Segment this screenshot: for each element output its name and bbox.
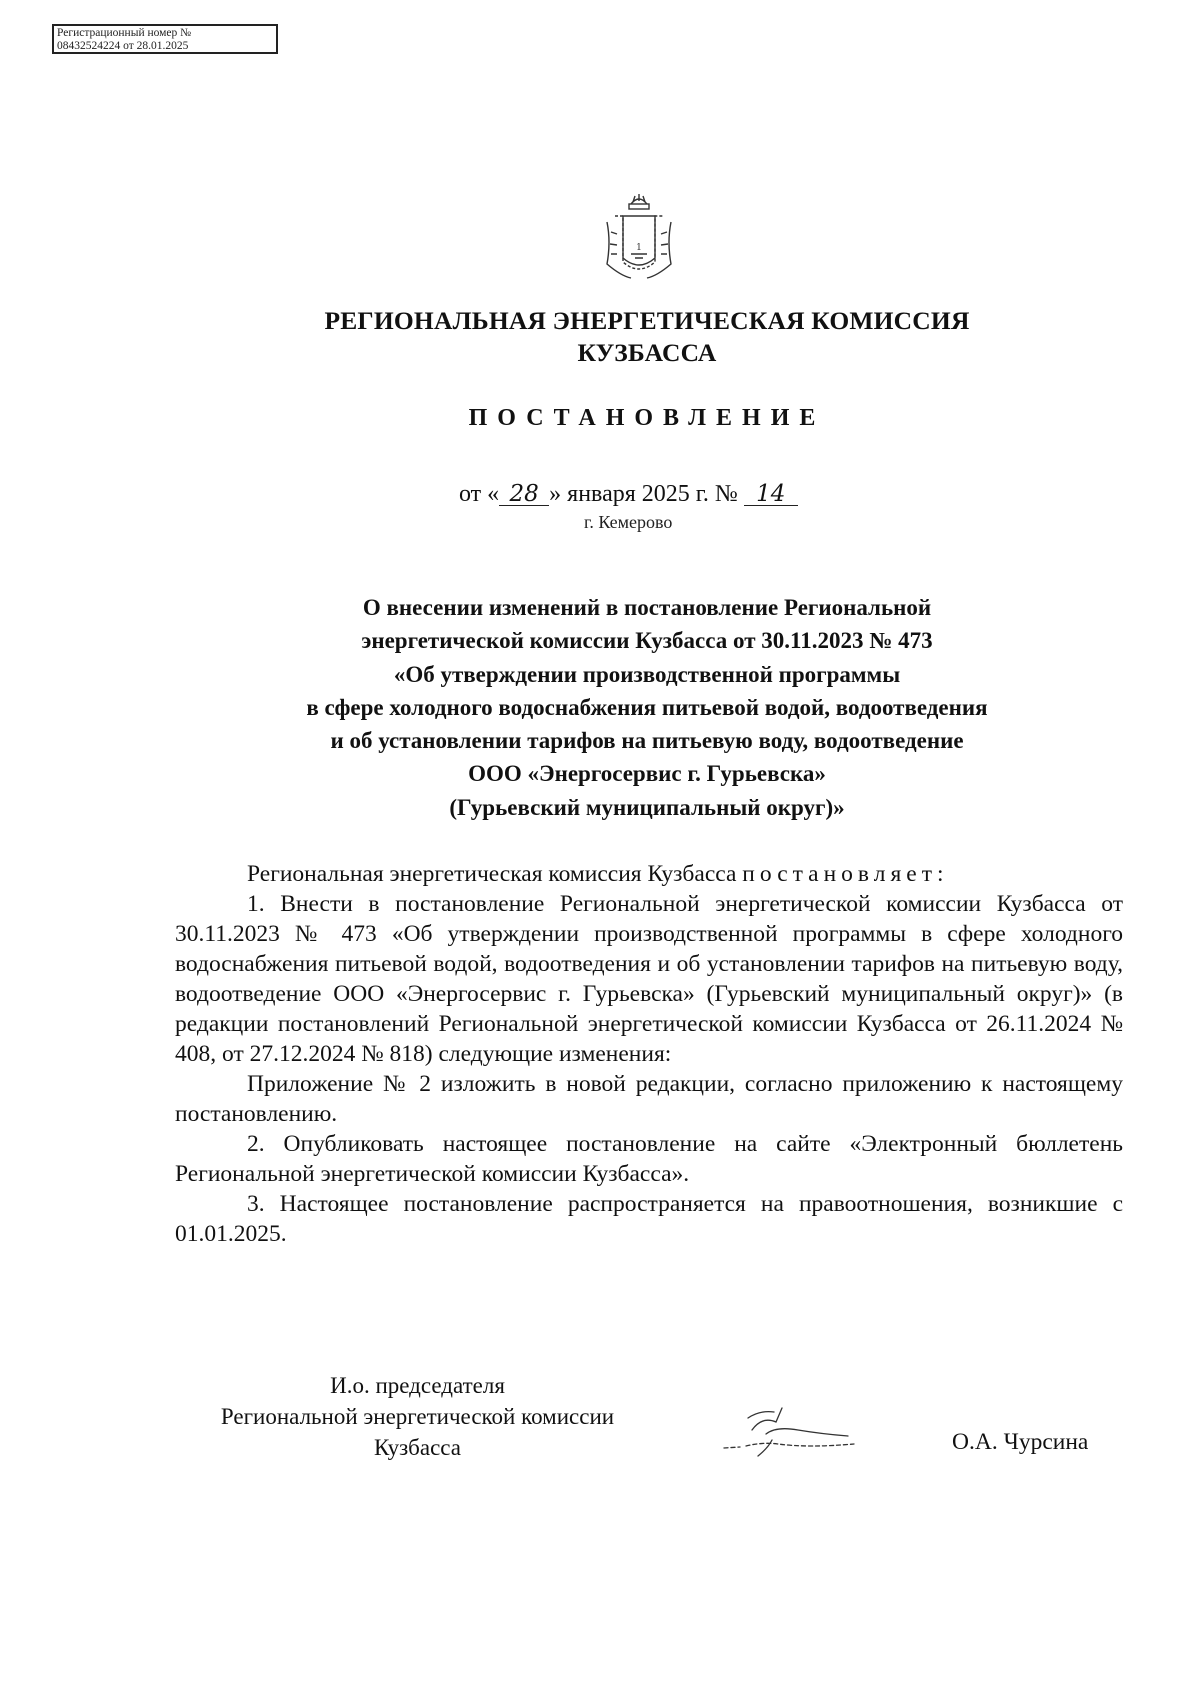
stamp-line-2: 08432524224 от 28.01.2025: [57, 40, 189, 52]
organization-title: [0, 305, 1200, 369]
resolution-item-2: 2. Опубликовать настоящее постановление на сайте «Электронный бюллетень Региональной энергетической комиссии Кузбасса».: [175, 1131, 1123, 1187]
signatory-position: [170, 1370, 665, 1463]
subject-line: и об установлении тарифов на питьевую воду, водоотведение: [330, 728, 964, 754]
subject-line: О внесении изменений в постановление Региональной: [362, 595, 932, 620]
document-type: ПОСТАНОВЛЕНИЕ: [468, 405, 826, 431]
document-city: г. Кемерово: [584, 512, 673, 532]
signatory-name: О.А. Чурсина: [952, 1429, 1089, 1455]
subject-line: в сфере холодного водоснабжения питьевой водой, водоотведения: [306, 694, 988, 720]
intro-verb: постановляет:: [742, 861, 949, 887]
resolution-item-3: 3. Настоящее постановление распространяется на правоотношения, возникшие с 01.01.2025.: [175, 1191, 1123, 1247]
signatory-position-line-2: Региональной энергетической комиссии: [220, 1404, 615, 1429]
resolution-item-1: 1. Внести в постановление Региональной энергетической комиссии Кузбасса от 30.11.2023 № 473 «Об утверждении производственной программы в сфере холодного водоснабжения питьевой водой, водоотведения и об установлении тарифов на питьевую воду, водоотведение ООО «Энергосервис г. Гурьевска» (Гурьевский муниципальный округ)» (в редакции постановлений Региональной энергетической комиссии Кузбасса от 26.11.2024 № 408, от 27.12.2024 № 818) следующие изменения:: [175, 891, 1123, 1067]
stamp-line-1: Регистрационный номер №: [57, 27, 192, 39]
resolution-item-1-sub: Приложение № 2 изложить в новой редакции, согласно приложению к настоящему постановлению.: [175, 1071, 1123, 1127]
subject-line: «Об утверждении производственной программы: [393, 661, 901, 687]
registration-stamp: [52, 24, 278, 54]
subject-line: ООО «Энергосервис г. Гурьевска»: [468, 761, 826, 787]
subject-line: энергетической комиссии Кузбасса от 30.11.2023 № 473: [361, 628, 933, 654]
date-day-handwritten: 28: [499, 483, 549, 506]
date-prefix: от «: [459, 481, 500, 507]
document-date-line: [459, 481, 798, 508]
signatory-position-line-3: Кузбасса: [373, 1435, 461, 1460]
intro-text: Региональная энергетическая комиссия Кузбасса: [247, 861, 737, 887]
signatory-position-line-1: И.о. председателя: [330, 1373, 505, 1398]
document-subject: [0, 591, 1200, 824]
subject-line: (Гурьевский муниципальный округ)»: [449, 794, 845, 820]
document-body: [175, 859, 1123, 1249]
coat-of-arms-emblem: [601, 192, 677, 282]
handwritten-signature: [718, 1404, 858, 1462]
document-number-handwritten: 14: [744, 483, 798, 506]
resolution-intro: [175, 859, 1123, 889]
date-middle: » января 2025 г. №: [549, 481, 744, 507]
org-title-line-1: РЕГИОНАЛЬНАЯ ЭНЕРГЕТИЧЕСКАЯ КОМИССИЯ: [324, 306, 970, 335]
svg-text:1: 1: [636, 243, 642, 253]
org-title-line-2: КУЗБАССА: [577, 338, 717, 367]
